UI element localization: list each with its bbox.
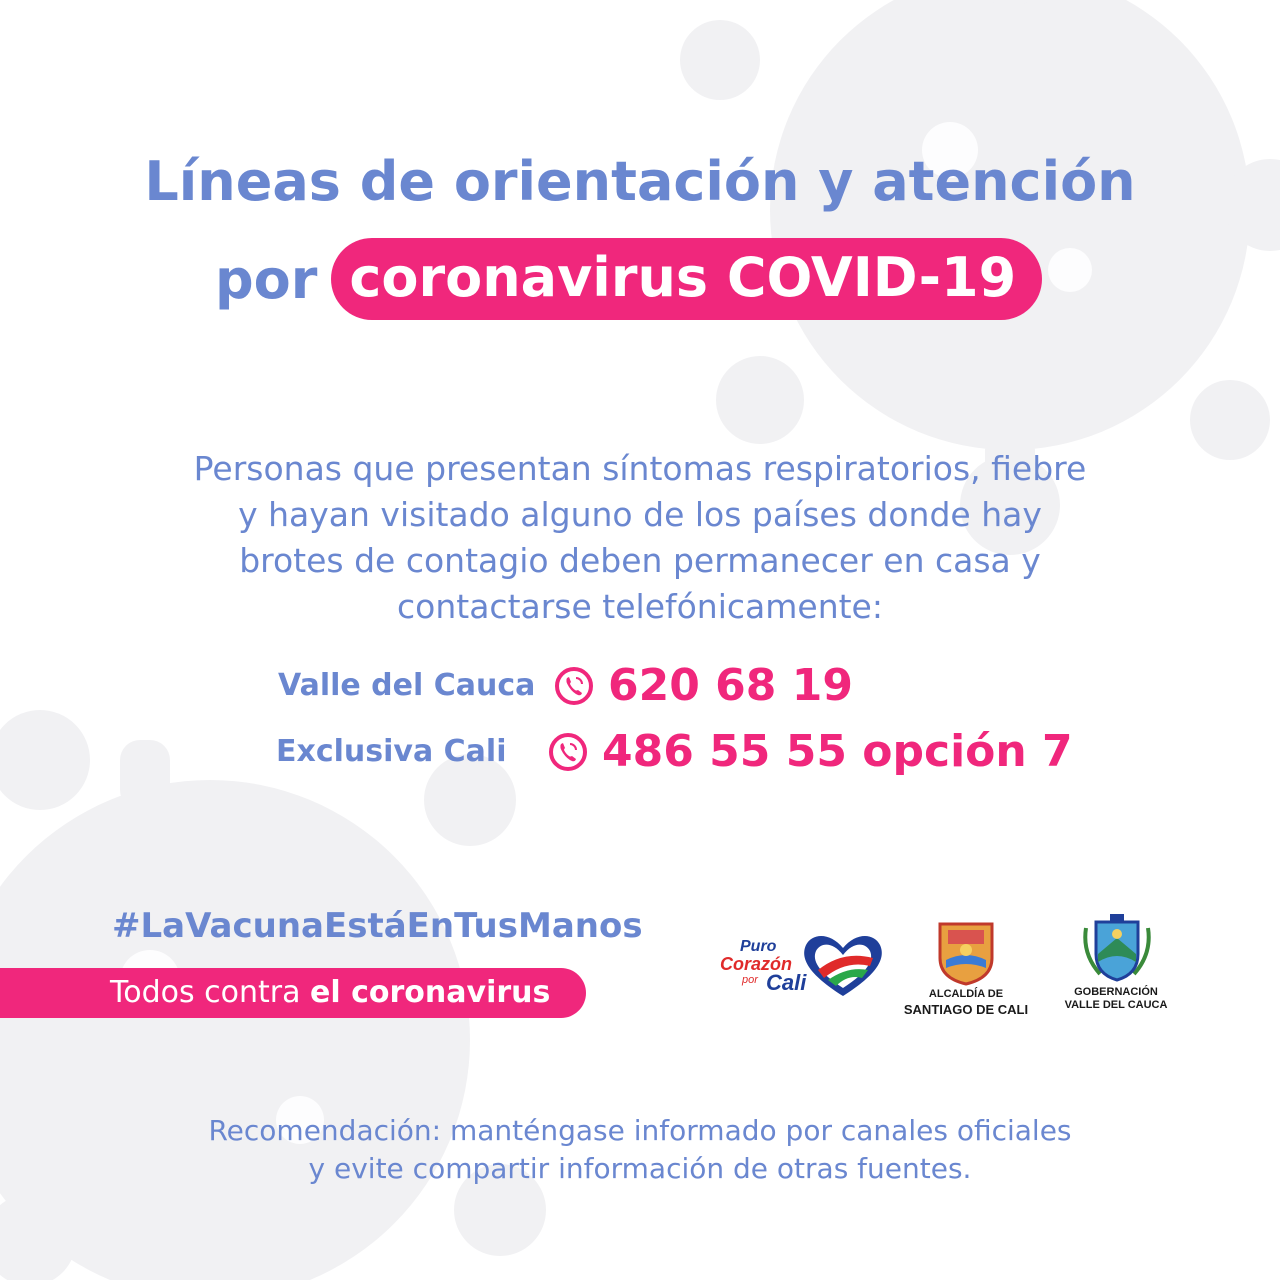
phone-number[interactable]: 620 68 19 [608,660,853,711]
headline-prefix: por [215,247,318,311]
banner-bold: el coronavirus [310,975,551,1010]
instructions-line: brotes de contagio deben permanecer en casa y [239,541,1041,580]
recommendation-line: Recomendación: manténgase informado por canales oficiales [208,1114,1072,1147]
campaign-banner [0,968,586,1018]
logo-text-puro: Puro [740,938,777,955]
headline-highlight: coronavirus COVID-19 [331,238,1042,320]
headline-line2 [215,238,1042,320]
gobernacion-line2: VALLE DEL CAUCA [1064,999,1168,1011]
recommendation-line: y evite compartir información de otras fuentes. [308,1152,972,1185]
logo-text-cali: Cali [766,970,807,995]
coat-of-arms-icon [1080,914,1154,984]
logo-alcaldia [898,918,1034,1018]
instructions-text [140,446,1140,630]
phone-label: Valle del Cauca [278,668,536,703]
heart-icon [798,930,888,1000]
gobernacion-line1: GOBERNACIÓN [1074,986,1158,998]
instructions-line: y hayan visitado alguno de los países donde hay [238,495,1042,534]
phone-label: Exclusiva Cali [276,734,507,769]
instructions-line: contactarse telefónicamente: [397,587,883,626]
logo-text-corazon: Corazón [720,954,792,974]
instructions-line: Personas que presentan síntomas respiratorios, fiebre [193,449,1087,488]
phone-icon [548,732,588,772]
alcaldia-line2: SANTIAGO DE CALI [903,1002,1029,1017]
logo-gobernacion [1058,914,1174,1014]
alcaldia-line1: ALCALDÍA DE [928,988,1004,1000]
phone-number[interactable]: 486 55 55 opción 7 [602,726,1073,777]
phone-icon [554,666,594,706]
campaign-hashtag: #LaVacunaEstáEnTusManos [112,906,643,946]
logo-puro-corazon [718,930,888,1000]
headline-line1: Líneas de orientación y atención [144,150,1136,213]
phone-row-valle [278,660,853,711]
recommendation-text [140,1112,1140,1188]
coat-of-arms-icon [936,920,996,986]
banner-prefix: Todos contra [110,975,301,1010]
phone-row-cali [276,726,1073,777]
logo-text-por: por [742,974,758,986]
